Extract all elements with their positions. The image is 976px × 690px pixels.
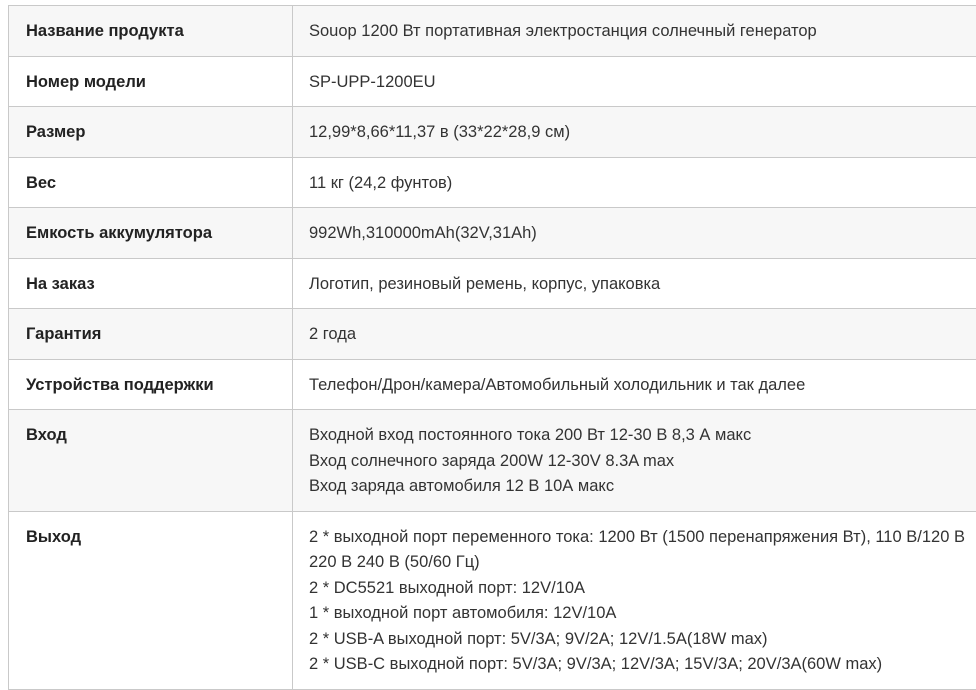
spec-label: Емкость аккумулятора [9,208,293,259]
spec-value-line: 1 * выходной порт автомобиля: 12V/10A [309,601,976,627]
spec-value-line: SP-UPP-1200EU [309,70,976,96]
spec-value [293,410,976,512]
spec-row-output [9,511,976,689]
spec-label: Название продукта [9,6,293,57]
spec-label: Устройства поддержки [9,359,293,410]
spec-value-line: Телефон/Дрон/камера/Автомобильный холодильник и так далее [309,373,976,399]
spec-label: Вес [9,157,293,208]
spec-label: Гарантия [9,309,293,360]
spec-label: На заказ [9,258,293,309]
spec-row-input [9,410,976,512]
spec-value [293,359,976,410]
spec-value-line: Вход заряда автомобиля 12 В 10А макс [309,474,976,500]
spec-value-line: Входной вход постоянного тока 200 Вт 12-30 В 8,3 А макс [309,423,976,449]
spec-value-line: 11 кг (24,2 фунтов) [309,171,976,197]
spec-value-line: 2 * USB-A выходной порт: 5V/3A; 9V/2A; 12V/1.5A(18W max) [309,627,976,653]
spec-value-line: 2 * выходной порт переменного тока: 1200 Вт (1500 перенапряжения Вт), 110 В/120 В 220 В 240 В (50/60 Гц) [309,525,976,576]
spec-value-line: 2 * DC5521 выходной порт: 12V/10A [309,576,976,602]
spec-row-product-name [9,6,976,57]
spec-label: Вход [9,410,293,512]
product-spec-table [8,5,976,690]
spec-value-line: 992Wh,310000mAh(32V,31Ah) [309,221,976,247]
spec-label: Выход [9,511,293,689]
spec-value [293,56,976,107]
spec-row-custom-order [9,258,976,309]
spec-value-line: 2 * USB-C выходной порт: 5V/3A; 9V/3A; 12V/3A; 15V/3A; 20V/3A(60W max) [309,652,976,678]
spec-row-warranty [9,309,976,360]
spec-value [293,6,976,57]
spec-value [293,309,976,360]
spec-row-model-number [9,56,976,107]
spec-value [293,107,976,158]
spec-value [293,157,976,208]
spec-label: Размер [9,107,293,158]
spec-value-line: Вход солнечного заряда 200W 12-30V 8.3A max [309,449,976,475]
spec-row-size [9,107,976,158]
spec-value-line: 2 года [309,322,976,348]
spec-value-line: Souop 1200 Вт портативная электростанция солнечный генератор [309,19,976,45]
spec-label: Номер модели [9,56,293,107]
spec-row-supported-devices [9,359,976,410]
spec-value-line: Логотип, резиновый ремень, корпус, упаковка [309,272,976,298]
spec-value [293,208,976,259]
spec-value-line: 12,99*8,66*11,37 в (33*22*28,9 см) [309,120,976,146]
spec-value [293,511,976,689]
spec-value [293,258,976,309]
spec-row-battery-capacity [9,208,976,259]
spec-row-weight [9,157,976,208]
